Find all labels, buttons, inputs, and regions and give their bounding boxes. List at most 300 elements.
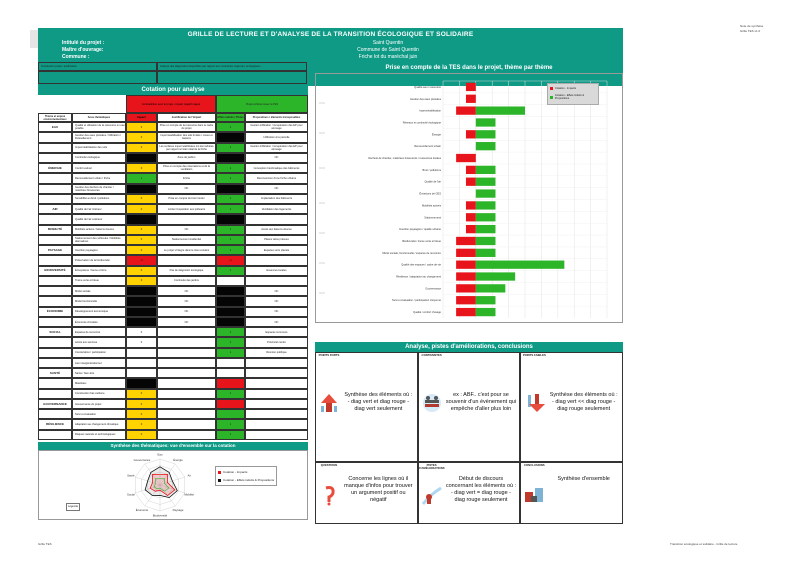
- table-subtheme-cell: Risques naturels et technologiques: [72, 430, 126, 440]
- table-subtheme-cell: Confort estival: [72, 163, 126, 173]
- table-proposal-cell: Espaces communs: [245, 327, 308, 337]
- radar-axis-label: Paysage: [172, 507, 184, 512]
- table-effects-cell: -1: [216, 255, 245, 265]
- table-subtheme-cell: Adaptation au changement climatique: [72, 419, 126, 429]
- table-effects-cell: 1: [216, 225, 245, 235]
- table-theme-cell: AIR: [38, 204, 72, 214]
- project-value: Saint Quentin: [372, 40, 404, 46]
- table-justification-cell: Prise en compte des orientations et de la ventilation: [157, 163, 216, 173]
- bar-effect: [476, 130, 496, 138]
- table-justification-cell: [157, 358, 216, 368]
- bar-effect: [476, 213, 496, 221]
- table-justification-cell: Stationnement résidentiel: [157, 235, 216, 245]
- table-proposal-cell: Infiltration à la parcelle: [245, 132, 308, 142]
- table-justification-cell: Friche: [157, 173, 216, 183]
- table-impact-cell: 0: [126, 194, 157, 204]
- corner-note-2: Grille TES v1.0: [740, 29, 761, 33]
- analysis-cell-text: Début de discours concernant les éléments où : - diag vert = diag rouge - diag rouge seulement: [445, 476, 517, 503]
- table-subtheme-cell: Développement économique: [72, 307, 126, 317]
- table-theme-cell: [38, 276, 72, 286]
- table-subtheme-cell: Matériaux: [72, 378, 126, 388]
- table-proposal-cell: Places vélos prévues: [245, 235, 308, 245]
- bar-category-label: Insertion paysagère / qualité urbaine: [399, 228, 441, 232]
- table-proposal-cell: NC: [245, 286, 308, 296]
- table-effects-cell: [216, 296, 245, 306]
- table-subtheme-cell: Espaces de rencontre: [72, 327, 126, 337]
- bar-category-label: Mobilités actives: [421, 204, 441, 208]
- table-theme-cell: [38, 214, 72, 224]
- bar-category-label: Suivi et évaluation / participation citoyenne: [391, 299, 441, 303]
- bar-effect: [476, 142, 496, 150]
- table-subtheme-cell: Construction bas carbone: [72, 389, 126, 399]
- bar-legend-swatch-2: [550, 96, 553, 99]
- analysis-cell-heading: QUESTIONS: [320, 463, 338, 467]
- radar-axis-label: Biodiversité: [152, 513, 168, 518]
- table-justification-cell: [157, 327, 216, 337]
- bar-effect: [476, 284, 506, 292]
- table-proposal-cell: NC: [245, 317, 308, 327]
- table-theme-cell: BIODIVERSITÉ: [38, 266, 72, 276]
- table-subtheme-cell: Renouvellement urbain / friche: [72, 173, 126, 183]
- table-subtheme-cell: Continuité écologique: [72, 153, 126, 163]
- table-effects-cell: [216, 317, 245, 327]
- table-theme-cell: RÉSILIENCE: [38, 419, 72, 429]
- bar-impact: [466, 225, 476, 233]
- table-theme-cell: ÉNERGIE: [38, 163, 72, 173]
- bar-category-label: Stationnement: [424, 216, 441, 220]
- bar-impact: [466, 213, 476, 221]
- analysis-cell-heading: POINTS FAIBLES: [522, 353, 546, 357]
- table-effects-cell: 1: [216, 204, 245, 214]
- table-justification-cell: NC: [157, 317, 216, 327]
- table-effects-cell: [216, 307, 245, 317]
- table-effects-cell: [216, 358, 245, 368]
- table-impact-cell: [126, 358, 157, 368]
- table-effects-cell: 1: [216, 337, 245, 347]
- radar-chart: [105, 452, 215, 518]
- table-impact-cell: 1: [126, 173, 157, 183]
- table-proposal-cell: NC: [245, 296, 308, 306]
- bar-legend-label-1: Cotation - Impacts: [555, 87, 577, 90]
- analysis-cell-heading: CONCLUSIONS: [523, 463, 545, 467]
- table-proposal-cell: Implantation des bâtiments: [245, 194, 308, 204]
- legend-green: Projet cohérent avec la TES: [216, 95, 308, 113]
- table-justification-cell: NC: [157, 225, 216, 235]
- table-justification-cell: Imperméabilisation des sols limitée / noues et bassins: [157, 132, 216, 142]
- table-justification-cell: Prise en compte du bruit routier: [157, 194, 216, 204]
- table-col-header: Sous-thématiques: [72, 113, 126, 122]
- table-effects-cell: 1: [216, 122, 245, 132]
- table-justification-cell: [157, 419, 216, 429]
- table-theme-cell: [38, 173, 72, 183]
- table-proposal-cell: [245, 399, 308, 409]
- bar-category-label: Gestion des eaux pluviales: [410, 97, 441, 101]
- table-theme-cell: [38, 255, 72, 265]
- table-proposal-cell: Ventilation des logements: [245, 204, 308, 214]
- table-impact-cell: [126, 348, 157, 358]
- table-subtheme-cell: Mixité fonctionnelle: [72, 296, 126, 306]
- radar-axis-label: Mobilité: [184, 492, 194, 497]
- analysis-cell-text: Concerne les lignes où il manque d'infos pour trouver un argument positif ou négatif: [344, 476, 413, 503]
- table-theme-cell: [38, 194, 72, 204]
- table-col-header: Impact: [126, 113, 157, 122]
- table-impact-cell: 0: [126, 266, 157, 276]
- table-subtheme-cell: Mobilités actives / liaisons douces: [72, 225, 126, 235]
- bar-effect: [476, 249, 496, 257]
- table-subtheme-cell: Accès aux services: [72, 337, 126, 347]
- table-subtheme-cell: Préservation de la biodiversité: [72, 255, 126, 265]
- table-subtheme-cell: Imperméabilisation des sols: [72, 143, 126, 153]
- table-subtheme-cell: Gestion des déchets de chantier / matériaux biosourcés: [72, 184, 126, 194]
- bar-impact: [456, 261, 476, 269]
- table-proposal-cell: Gestion infiltration / récupération des EP pour arrosage: [245, 143, 308, 153]
- radar-legend: [215, 466, 277, 486]
- table-proposal-cell: Reconversion d'une friche urbaine: [245, 173, 308, 183]
- bar-impact: [456, 154, 476, 162]
- bar-effect: [476, 308, 496, 316]
- table-theme-cell: [38, 286, 72, 296]
- table-justification-cell: Limiter l'exposition aux polluants: [157, 204, 216, 214]
- analysis-illustration-icon: [318, 392, 340, 419]
- table-theme-cell: [38, 143, 72, 153]
- table-proposal-cell: [245, 419, 308, 429]
- table-theme-cell: [38, 409, 72, 419]
- bar-effect: [476, 166, 496, 174]
- radar-axis-label: Santé: [127, 473, 135, 478]
- table-impact-cell: 0: [126, 143, 157, 153]
- table-impact-cell: 0: [126, 389, 157, 399]
- table-impact-cell: [126, 153, 157, 163]
- analysis-cell-text: ex : ABF.. c'est pour se souvenir d'un évènement qui empêche d'aller plus loin: [445, 392, 517, 412]
- table-subtheme-cell: Lien intergénérationnel: [72, 358, 126, 368]
- bar-impact: [466, 178, 476, 186]
- bar-effect: [476, 261, 565, 269]
- table-proposal-cell: [245, 409, 308, 419]
- bar-category-label: Qualité / confort d'usage: [412, 311, 441, 315]
- table-impact-cell: 0: [126, 225, 157, 235]
- table-justification-cell: NC: [157, 307, 216, 317]
- table-effects-cell: [216, 409, 245, 419]
- bar-effect: [476, 189, 496, 197]
- bar-category-label: Émissions de GES: [419, 192, 441, 196]
- bar-category-label: Biodiversité / trame verte et bleue: [402, 239, 441, 243]
- table-subtheme-cell: Mixité sociale: [72, 286, 126, 296]
- bar-impact: [456, 106, 476, 114]
- table-effects-cell: [216, 184, 245, 194]
- footer-right: Transition écologique et solidaire - Grille de lecture: [670, 542, 738, 546]
- table-subtheme-cell: Qualité et utilisation de la ressource en eau potable: [72, 122, 126, 132]
- table-impact-cell: 0: [126, 204, 157, 214]
- bar-category-label: Réseaux et continuité écologique: [402, 121, 441, 125]
- table-impact-cell: [126, 317, 157, 327]
- table-theme-cell: [38, 296, 72, 306]
- table-proposal-cell: Proximité centre: [245, 337, 308, 347]
- bar-impact: [466, 166, 476, 174]
- analysis-title: Analyse, pistes d'améliorations, conclusions: [315, 342, 623, 352]
- radar-axis-label: Air: [187, 473, 191, 478]
- bar-effect: [476, 296, 496, 304]
- analysis-cell-heading: PISTES D'AMÉLIORATIONS: [418, 463, 445, 471]
- table-proposal-cell: Espaces verts plantés: [245, 245, 308, 255]
- commune-value: Friche lot du maréchal juin: [358, 54, 418, 60]
- radar-legend-swatch-1: [218, 471, 221, 474]
- bar-category-label: Qualité des espaces / cadre de vie: [401, 263, 441, 267]
- bar-impact: [456, 284, 476, 292]
- table-theme-cell: EAU: [38, 122, 72, 132]
- radar-legend-label-2: Cotation - Effets induits & Propositions: [223, 478, 275, 482]
- table-justification-cell: [157, 348, 216, 358]
- table-justification-cell: Le projet s'intègre dans le tissu existant: [157, 245, 216, 255]
- radar-axis-label: Économie: [135, 507, 149, 512]
- analysis-illustration-icon: [421, 392, 443, 419]
- table-justification-cell: Pas de diagnostic écologique: [157, 266, 216, 276]
- table-impact-cell: [126, 368, 157, 378]
- analysis-cell-heading: CONTRAINTES: [421, 353, 442, 357]
- table-impact-cell: 0: [126, 276, 157, 286]
- table-effects-cell: 1: [216, 419, 245, 429]
- table-proposal-cell: [245, 358, 308, 368]
- bar-legend-label-2: Cotation - Effets induits & Propositions: [554, 94, 585, 100]
- table-justification-cell: [157, 409, 216, 419]
- bar-effect: [476, 237, 496, 245]
- radar-title: Synthèse des thématiques: vue d'ensemble sur la cotation: [110, 443, 236, 448]
- table-proposal-cell: NC: [245, 153, 308, 163]
- table-impact-cell: 0: [126, 409, 157, 419]
- bar-chart: [315, 73, 623, 323]
- intro-left-body: [38, 71, 157, 84]
- table-theme-cell: [38, 337, 72, 347]
- radar-title-bar: [38, 442, 308, 450]
- intro-right-body: [157, 71, 307, 84]
- table-effects-cell: 1: [216, 266, 245, 276]
- table-subtheme-cell: Stationnement des véhicules / Mobilités alternatives: [72, 235, 126, 245]
- table-impact-cell: 0: [126, 245, 157, 255]
- table-col-header: Thème et enjeux environnementaux: [38, 113, 72, 122]
- bar-category-label: Imperméabilisation: [419, 109, 441, 113]
- table-impact-cell: [126, 286, 157, 296]
- table-proposal-cell: [245, 255, 308, 265]
- radar-axis-label: Eau: [157, 452, 163, 457]
- table-subtheme-cell: Économie circulaire: [72, 317, 126, 327]
- table-impact-cell: 0: [126, 327, 157, 337]
- table-theme-cell: [38, 358, 72, 368]
- table-subtheme-cell: Qualité de l'air intérieur: [72, 204, 126, 214]
- table-justification-cell: Les surfaces imperméabilisées ont été réduites par rapport à l'état initial de la friche: [157, 143, 216, 153]
- owner-label: Maître d'ouvrage:: [62, 47, 104, 53]
- table-effects-cell: 1: [216, 245, 245, 255]
- analysis-illustration-icon: [523, 484, 545, 511]
- table-effects-cell: [216, 399, 245, 409]
- table-theme-cell: [38, 317, 72, 327]
- intro-right: Analyse des diagnostics disponibles par rapport aux contraintes majeures, écologiques, ...: [157, 62, 307, 71]
- table-justification-cell: Zone de jardins: [157, 153, 216, 163]
- table-theme-cell: [38, 235, 72, 245]
- bar-impact: [456, 308, 476, 316]
- table-effects-cell: 1: [216, 389, 245, 399]
- table-proposal-cell: NC: [245, 184, 308, 194]
- table-proposal-cell: [245, 430, 308, 440]
- table-impact-cell: [126, 307, 157, 317]
- bar-category-label: Mixité sociale, fonctionnelle / espaces de rencontre: [382, 251, 441, 255]
- table-theme-cell: SOCIAL: [38, 327, 72, 337]
- table-impact-cell: 0: [126, 132, 157, 142]
- bar-effect: [476, 225, 496, 233]
- project-label: Intitulé du projet :: [62, 40, 105, 46]
- table-theme-cell: [38, 430, 72, 440]
- table-effects-cell: [216, 132, 245, 142]
- bar-category-label: Énergie: [432, 133, 441, 137]
- table-impact-cell: 0: [126, 122, 157, 132]
- bar-category-label: Renouvellement urbain: [414, 145, 441, 149]
- table-effects-cell: [216, 276, 245, 286]
- table-justification-cell: NC: [157, 184, 216, 194]
- table-effects-cell: 1: [216, 163, 245, 173]
- table-impact-cell: [126, 378, 157, 388]
- table-proposal-cell: Accès aux liaisons douces: [245, 225, 308, 235]
- table-justification-cell: [157, 368, 216, 378]
- table-justification-cell: [157, 214, 216, 224]
- analysis-cell-text: Synthèse des éléments où : - diag vert et diag rouge - diag vert seulement: [344, 392, 413, 412]
- bar-effect: [476, 118, 496, 126]
- radar-axis-label: Gouvernance: [133, 458, 151, 463]
- bar-category-label: Qualité de l'air: [424, 180, 441, 184]
- table-effects-cell: 1: [216, 235, 245, 245]
- radar-legend-label-1: Cotation - Impacts: [223, 470, 248, 474]
- table-justification-cell: NC: [157, 286, 216, 296]
- table-proposal-cell: Essences locales: [245, 266, 308, 276]
- table-theme-cell: ÉCONOMIE: [38, 307, 72, 317]
- table-proposal-cell: [245, 368, 308, 378]
- table-effects-cell: [216, 153, 245, 163]
- table-theme-cell: SANTÉ: [38, 368, 72, 378]
- bar-legend-swatch-1: [550, 87, 553, 90]
- bar-effect: [476, 106, 525, 114]
- table-justification-cell: NC: [157, 296, 216, 306]
- table-justification-cell: Continuité des jardins: [157, 276, 216, 286]
- table-effects-cell: [216, 286, 245, 296]
- footer-left: Grille TES: [38, 542, 52, 546]
- bar-impact: [456, 237, 476, 245]
- table-proposal-cell: Gestion infiltration / récupération des EP pour arrosage: [245, 122, 308, 132]
- table-impact-cell: 0: [126, 399, 157, 409]
- bar-category-label: Gouvernance: [425, 287, 441, 291]
- table-impact-cell: 0: [126, 430, 157, 440]
- bar-category-label: Résilience / adaptation au changement: [396, 275, 441, 279]
- bar-effect: [476, 272, 515, 280]
- table-effects-cell: 1: [216, 327, 245, 337]
- table-effects-cell: 1: [216, 173, 245, 183]
- table-subtheme-cell: Suivi et évaluation: [72, 409, 126, 419]
- owner-value: Commune de Saint Quentin: [357, 47, 419, 53]
- cotation-title: Cotation pour analyse: [38, 86, 308, 95]
- table-theme-cell: PAYSAGE: [38, 245, 72, 255]
- table-justification-cell: Prise en compte de la ressource dans le cadre du projet: [157, 122, 216, 132]
- table-impact-cell: [126, 296, 157, 306]
- table-proposal-cell: [245, 389, 308, 399]
- radar-axis-label: Social: [127, 492, 135, 497]
- table-col-header: Justification de l'impact: [157, 113, 216, 122]
- table-effects-cell: 1: [216, 194, 245, 204]
- bar-impact: [466, 130, 476, 138]
- bar-chart-title: Prise en compte de la TES dans le projet, thème par thème: [315, 63, 623, 73]
- table-justification-cell: [157, 389, 216, 399]
- table-theme-cell: [38, 378, 72, 388]
- table-col-header: Propositions / éléments transposables: [245, 113, 308, 122]
- bar-category-label: Bruit / pollutions: [422, 168, 441, 172]
- corner-note-1: Note de synthèse: [740, 24, 764, 28]
- radar-axis-label: Énergie: [173, 458, 183, 463]
- bar-effect: [476, 201, 496, 209]
- bar-impact: [456, 249, 476, 257]
- radar-legend-swatch-2: [218, 479, 221, 482]
- table-theme-cell: MOBILITÉ: [38, 225, 72, 235]
- analysis-cell-heading: POINTS FORTS: [318, 353, 340, 357]
- table-effects-cell: [216, 378, 245, 388]
- table-effects-cell: 1: [216, 430, 245, 440]
- table-subtheme-cell: Gestion des eaux pluviales / Infiltration / Ruissellement: [72, 132, 126, 142]
- table-proposal-cell: Conception bioclimatique des bâtiments: [245, 163, 308, 173]
- bar-legend: [547, 83, 599, 105]
- table-proposal-cell: Réunion publique: [245, 348, 308, 358]
- legend-red: Contradiction avec le projet • impact négatif majeur: [126, 95, 216, 113]
- table-justification-cell: [157, 378, 216, 388]
- table-subtheme-cell: Insertion paysagère: [72, 245, 126, 255]
- bar-impact: [466, 83, 476, 91]
- bar-category-label: Qualité eau / ressource: [414, 85, 441, 89]
- bar-category-label: Déchets de chantier, matériaux biosourcés / ressources locales: [368, 157, 441, 161]
- bar-impact: [466, 95, 476, 103]
- table-justification-cell: [157, 337, 216, 347]
- page-title: GRILLE DE LECTURE ET D'ANALYSE DE LA TRANSITION ÉCOLOGIQUE ET SOLIDAIRE: [187, 31, 474, 38]
- analysis-illustration-icon: [318, 484, 340, 511]
- table-theme-cell: [38, 153, 72, 163]
- analysis-illustration-icon: [421, 484, 443, 511]
- table-justification-cell: [157, 430, 216, 440]
- table-impact-cell: -1: [126, 255, 157, 265]
- table-proposal-cell: NC: [245, 307, 308, 317]
- table-justification-cell: [157, 255, 216, 265]
- table-impact-cell: 0: [126, 419, 157, 429]
- table-justification-cell: [157, 399, 216, 409]
- intro-left: Introduction projet / justification: [38, 62, 157, 71]
- table-theme-cell: [38, 389, 72, 399]
- analysis-illustration-icon: [523, 392, 545, 419]
- table-subtheme-cell: Trame verte et bleue: [72, 276, 126, 286]
- table-theme-cell: [38, 132, 72, 142]
- bar-effect: [476, 178, 496, 186]
- table-proposal-cell: [245, 276, 308, 286]
- bar-impact: [456, 296, 476, 304]
- table-impact-cell: 0: [126, 337, 157, 347]
- table-impact-cell: 0: [126, 163, 157, 173]
- analysis-cell-text: Synthèse d'ensemble: [557, 476, 610, 482]
- table-effects-cell: 1: [216, 143, 245, 153]
- radar-note: Légende: [66, 503, 80, 511]
- table-subtheme-cell: Gouvernance du projet: [72, 399, 126, 409]
- table-proposal-cell: [245, 378, 308, 388]
- table-theme-cell: GOUVERNANCE: [38, 399, 72, 409]
- table-col-header: Effets induits / Pistes: [216, 113, 245, 122]
- table-impact-cell: 0: [126, 235, 157, 245]
- table-subtheme-cell: Écosystème / faune et flore: [72, 266, 126, 276]
- table-impact-cell: [126, 214, 157, 224]
- table-subtheme-cell: Qualité de l'air extérieur: [72, 214, 126, 224]
- commune-label: Commune :: [62, 54, 90, 60]
- table-proposal-cell: [245, 214, 308, 224]
- table-subtheme-cell: Concertation / participation: [72, 348, 126, 358]
- table-impact-cell: [126, 184, 157, 194]
- table-subtheme-cell: Santé / bien-être: [72, 368, 126, 378]
